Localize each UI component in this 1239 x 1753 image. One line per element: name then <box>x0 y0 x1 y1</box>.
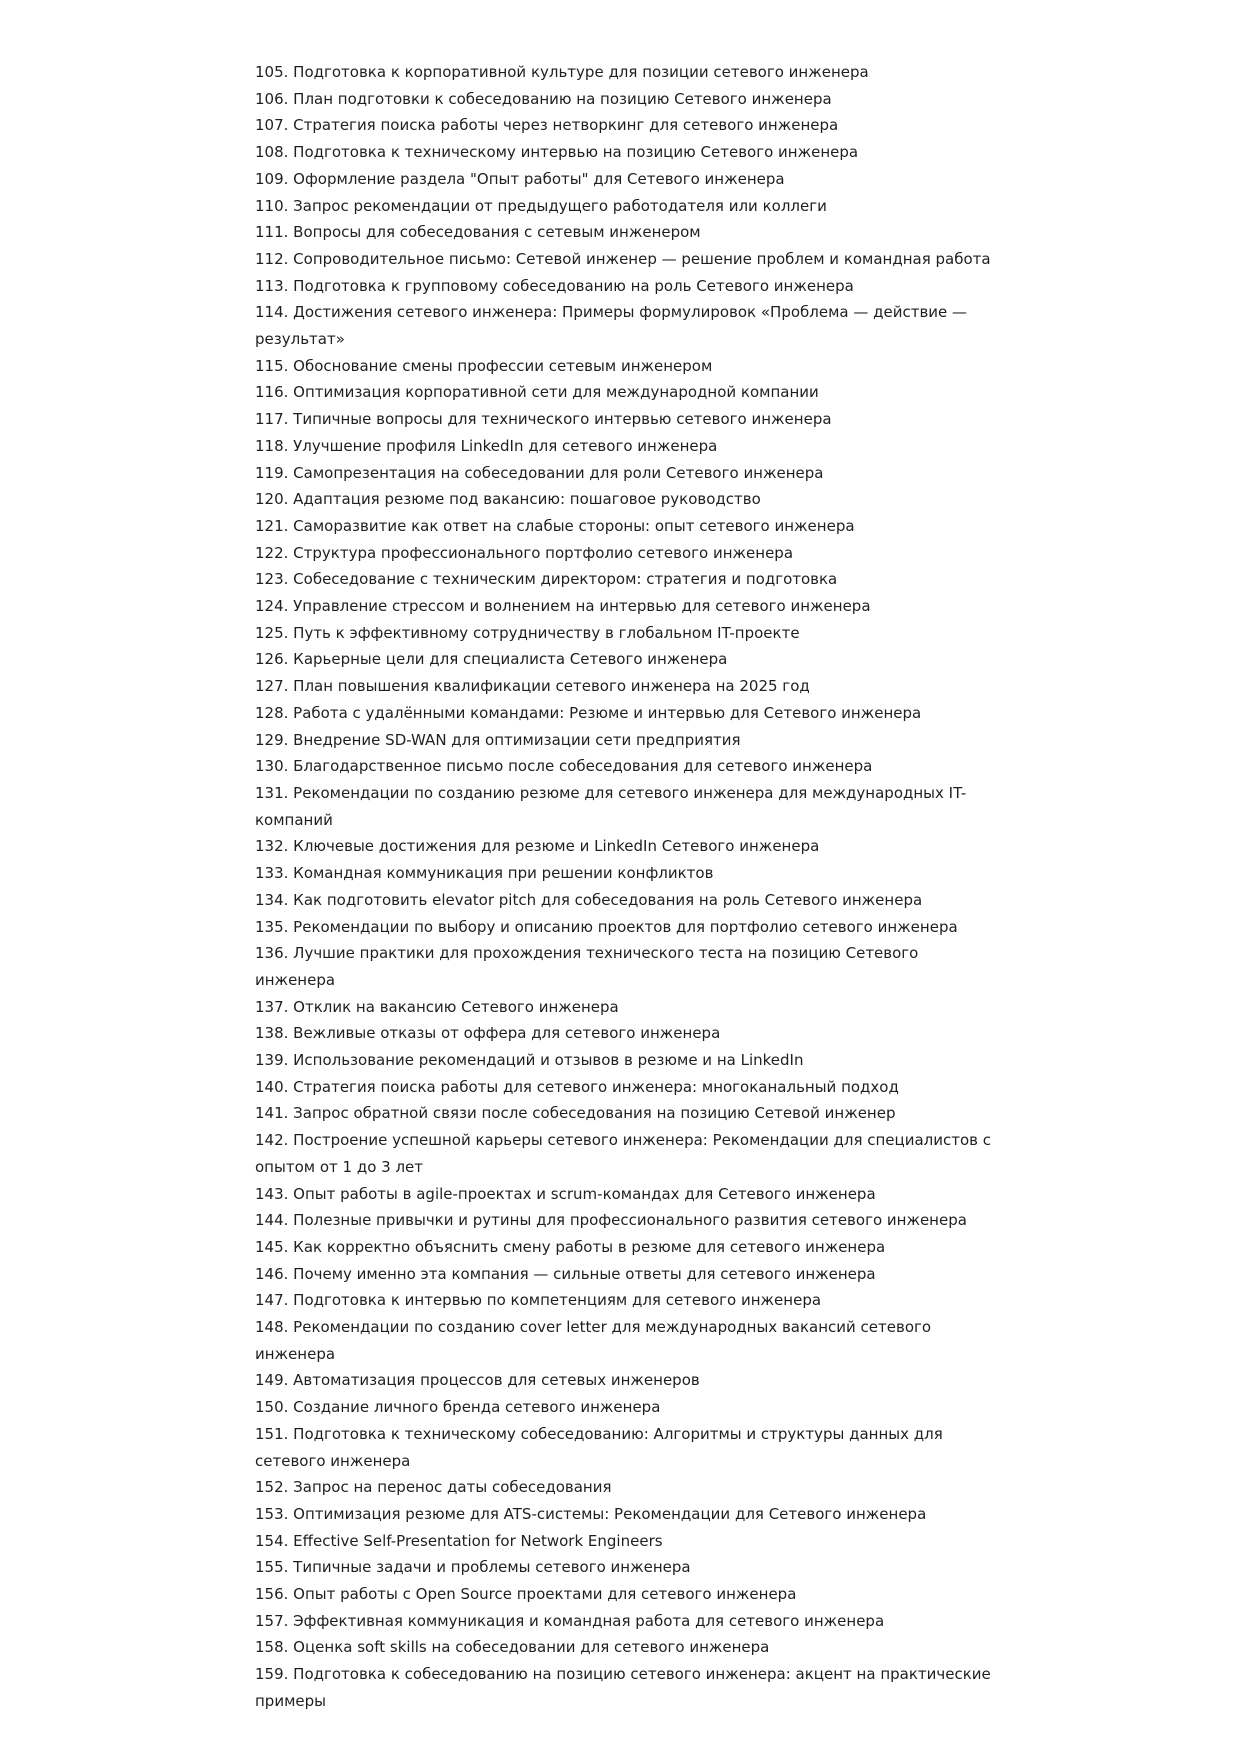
list-item: 112. Сопроводительное письмо: Сетевой инженер — решение проблем и командная работа <box>255 249 991 268</box>
list-item: 142. Построение успешной карьеры сетевого инженера: Рекомендации для специалистов с опытом от 1 до 3 лет <box>255 1131 992 1176</box>
list-item: 117. Типичные вопросы для технического интервью сетевого инженера <box>255 410 832 429</box>
list-item: 119. Самопрезентация на собеседовании для роли Сетевого инженера <box>255 463 824 482</box>
list-item: 107. Стратегия поиска работы через нетворкинг для сетевого инженера <box>255 116 839 135</box>
list-item: 123. Собеседование с техническим директором: стратегия и подготовка <box>255 570 838 589</box>
list-item: 152. Запрос на перенос даты собеседования <box>255 1478 612 1497</box>
list-item: 133. Командная коммуникация при решении конфликтов <box>255 864 714 883</box>
list-item: 108. Подготовка к техническому интервью на позицию Сетевого инженера <box>255 143 859 162</box>
list-item: 127. План повышения квалификации сетевого инженера на 2025 год <box>255 677 810 696</box>
list-item: 121. Саморазвитие как ответ на слабые стороны: опыт сетевого инженера <box>255 516 855 535</box>
list-item: 126. Карьерные цели для специалиста Сетевого инженера <box>255 650 728 669</box>
topic-list <box>255 59 1000 1715</box>
list-item: 158. Оценка soft skills на собеседовании для сетевого инженера <box>255 1638 770 1657</box>
list-item: 154. Effective Self-Presentation for Network Engineers <box>255 1531 663 1550</box>
list-item: 132. Ключевые достижения для резюме и LinkedIn Сетевого инженера <box>255 837 820 856</box>
list-item: 116. Оптимизация корпоративной сети для международной компании <box>255 383 819 402</box>
list-item: 113. Подготовка к групповому собеседованию на роль Сетевого инженера <box>255 276 854 295</box>
list-item: 122. Структура профессионального портфолио сетевого инженера <box>255 543 794 562</box>
list-item: 134. Как подготовить elevator pitch для собеседования на роль Сетевого инженера <box>255 890 923 909</box>
list-item: 130. Благодарственное письмо после собеседования для сетевого инженера <box>255 757 873 776</box>
list-item: 109. Оформление раздела "Опыт работы" для Сетевого инженера <box>255 169 785 188</box>
list-item: 118. Улучшение профиля LinkedIn для сетевого инженера <box>255 436 718 455</box>
list-item: 149. Автоматизация процессов для сетевых инженеров <box>255 1371 700 1390</box>
list-item: 129. Внедрение SD-WAN для оптимизации сети предприятия <box>255 730 741 749</box>
list-item: 148. Рекомендации по созданию cover letter для международных вакансий сетевого инженера <box>255 1318 932 1363</box>
list-item: 159. Подготовка к собеседованию на позицию сетевого инженера: акцент на практические примеры <box>255 1665 991 1710</box>
list-item: 143. Опыт работы в agile-проектах и scrum-командах для Сетевого инженера <box>255 1184 876 1203</box>
list-item: 140. Стратегия поиска работы для сетевого инженера: многоканальный подход <box>255 1077 899 1096</box>
list-item: 131. Рекомендации по созданию резюме для сетевого инженера для международных IT-компаний <box>255 783 967 829</box>
list-item: 153. Оптимизация резюме для ATS-системы: Рекомендации для Сетевого инженера <box>255 1504 927 1523</box>
list-item: 114. Достижения сетевого инженера: Примеры формулировок «Проблема — действие — результат» <box>255 303 968 349</box>
list-item: 138. Вежливые отказы от оффера для сетевого инженера <box>255 1024 721 1043</box>
list-item: 124. Управление стрессом и волнением на интервью для сетевого инженера <box>255 597 871 616</box>
list-item: 151. Подготовка к техническому собеседованию: Алгоритмы и структуры данных для сетевого инженера <box>255 1424 943 1470</box>
list-item: 105. Подготовка к корпоративной культуре для позиции сетевого инженера <box>255 63 869 81</box>
list-item: 139. Использование рекомендаций и отзывов в резюме и на LinkedIn <box>255 1051 804 1070</box>
list-item: 156. Опыт работы с Open Source проектами для сетевого инженера <box>255 1585 797 1604</box>
list-item: 120. Адаптация резюме под вакансию: пошаговое руководство <box>255 490 761 509</box>
list-item: 137. Отклик на вакансию Сетевого инженера <box>255 997 619 1016</box>
list-item: 125. Путь к эффективному сотрудничеству в глобальном IT-проекте <box>255 623 800 642</box>
list-item: 115. Обоснование смены профессии сетевым инженером <box>255 356 713 375</box>
list-item: 111. Вопросы для собеседования с сетевым инженером <box>255 223 701 242</box>
list-item: 144. Полезные привычки и рутины для профессионального развития сетевого инженера <box>255 1211 967 1230</box>
list-item: 155. Типичные задачи и проблемы сетевого инженера <box>255 1558 691 1577</box>
list-item: 128. Работа с удалёнными командами: Резюме и интервью для Сетевого инженера <box>255 703 922 722</box>
list-item: 106. План подготовки к собеседованию на позицию Сетевого инженера <box>255 89 832 108</box>
list-item: 150. Создание личного бренда сетевого инженера <box>255 1398 661 1417</box>
list-item: 147. Подготовка к интервью по компетенциям для сетевого инженера <box>255 1291 822 1310</box>
list-item: 141. Запрос обратной связи после собеседования на позицию Сетевой инженер <box>255 1104 896 1123</box>
document-page <box>255 59 1000 1715</box>
list-item: 145. Как корректно объяснить смену работы в резюме для сетевого инженера <box>255 1237 886 1256</box>
list-item: 146. Почему именно эта компания — сильные ответы для сетевого инженера <box>255 1264 876 1283</box>
list-item: 135. Рекомендации по выбору и описанию проектов для портфолио сетевого инженера <box>255 917 958 936</box>
list-item: 157. Эффективная коммуникация и командная работа для сетевого инженера <box>255 1611 885 1630</box>
list-item: 110. Запрос рекомендации от предыдущего работодателя или коллеги <box>255 196 827 215</box>
list-item: 136. Лучшие практики для прохождения технического теста на позицию Сетевого инженера <box>255 944 919 989</box>
